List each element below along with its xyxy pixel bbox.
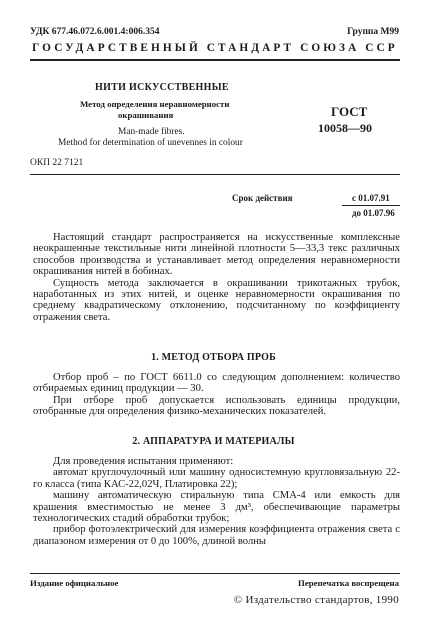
intro-text <box>33 232 400 323</box>
section-1-paragraph-sampling: Отбор проб – по ГОСТ 6611.0 со следующим дополнением: количество отбираемых единиц продукции — 30. <box>33 372 400 395</box>
section-1-heading: 1. МЕТОД ОТБОРА ПРОБ <box>151 352 276 363</box>
section-2-paragraph-washing-machine: машину автоматическую стиральную типа СМА-4 или емкость для крашения вместимостью не менее 3 дм³, обеспечивающие параметры технологических стадий обработки трубок; <box>33 490 400 525</box>
section-2-body <box>33 456 400 547</box>
english-title-line2: Method for determination of unevennes in colour <box>58 138 243 148</box>
official-edition-label: Издание официальное <box>30 578 119 588</box>
reprint-notice: Перепечатка воспрещена <box>298 578 399 588</box>
okp-code: ОКП 22 7121 <box>30 158 84 168</box>
udk-code: УДК 677.46.072.6.001.4:006.354 <box>30 27 160 37</box>
section-1-body <box>33 372 400 418</box>
header-rule <box>30 59 400 61</box>
section-2-paragraph-intro: Для проведения испытания применяют: <box>53 456 234 467</box>
method-title-line1: Метод определения неравномерности <box>80 99 230 109</box>
validity-divider <box>342 205 400 206</box>
validity-from: с 01.07.91 <box>352 193 390 203</box>
copyright-notice: © Издательство стандартов, 1990 <box>233 594 399 606</box>
section-1-paragraph-permission: При отборе проб допускается использовать единицы продукции, отобранные для определения физико-механических показателей. <box>33 394 400 418</box>
document-title: НИТИ ИСКУССТВЕННЫЕ <box>95 82 229 93</box>
validity-to: до 01.07.96 <box>352 208 395 218</box>
section-2-heading: 2. АППАРАТУРА И МАТЕРИАЛЫ <box>132 436 295 447</box>
section-2-paragraph-knitting-machine: автомат круглочулочный или машину односистемную кругловязальную 22-го класса (типа КАС-22,02Ч, Платировка 22); <box>33 467 400 490</box>
english-title-line1: Man-made fibres. <box>118 127 185 137</box>
intro-paragraph-essence: Сущность метода заключается в окрашивании трикотажных трубок, наработанных из этих нитей, и оценке неравномерности окрашивания по среднему квадратическому отклонению, подсчитанному по коэффициенту отражения света. <box>33 277 400 323</box>
method-title-line2: окрашивания <box>118 110 174 120</box>
section-2-paragraph-photometer: прибор фотоэлектрический для измерения коэффициента отражения света с диапазоном измерения от 0 до 100%, длиной волны <box>33 524 400 547</box>
intro-paragraph-scope: Настоящий стандарт распространяется на искусственные комплексные неокрашенные текстильные нити линейной плотности 5—33,3 текс различных способов производства и устанавливает метод определения неравномерности окрашивания нитей в бобинах. <box>33 232 400 278</box>
standard-title: ГОСУДАРСТВЕННЫЙ СТАНДАРТ СОЮЗА ССР <box>32 42 398 54</box>
footer-rule <box>30 573 400 574</box>
gost-label: ГОСТ <box>331 104 368 119</box>
validity-label: Срок действия <box>232 193 293 203</box>
group-code: Группа М99 <box>347 27 399 37</box>
title-rule <box>30 174 400 175</box>
gost-number: 10058—90 <box>318 121 372 135</box>
